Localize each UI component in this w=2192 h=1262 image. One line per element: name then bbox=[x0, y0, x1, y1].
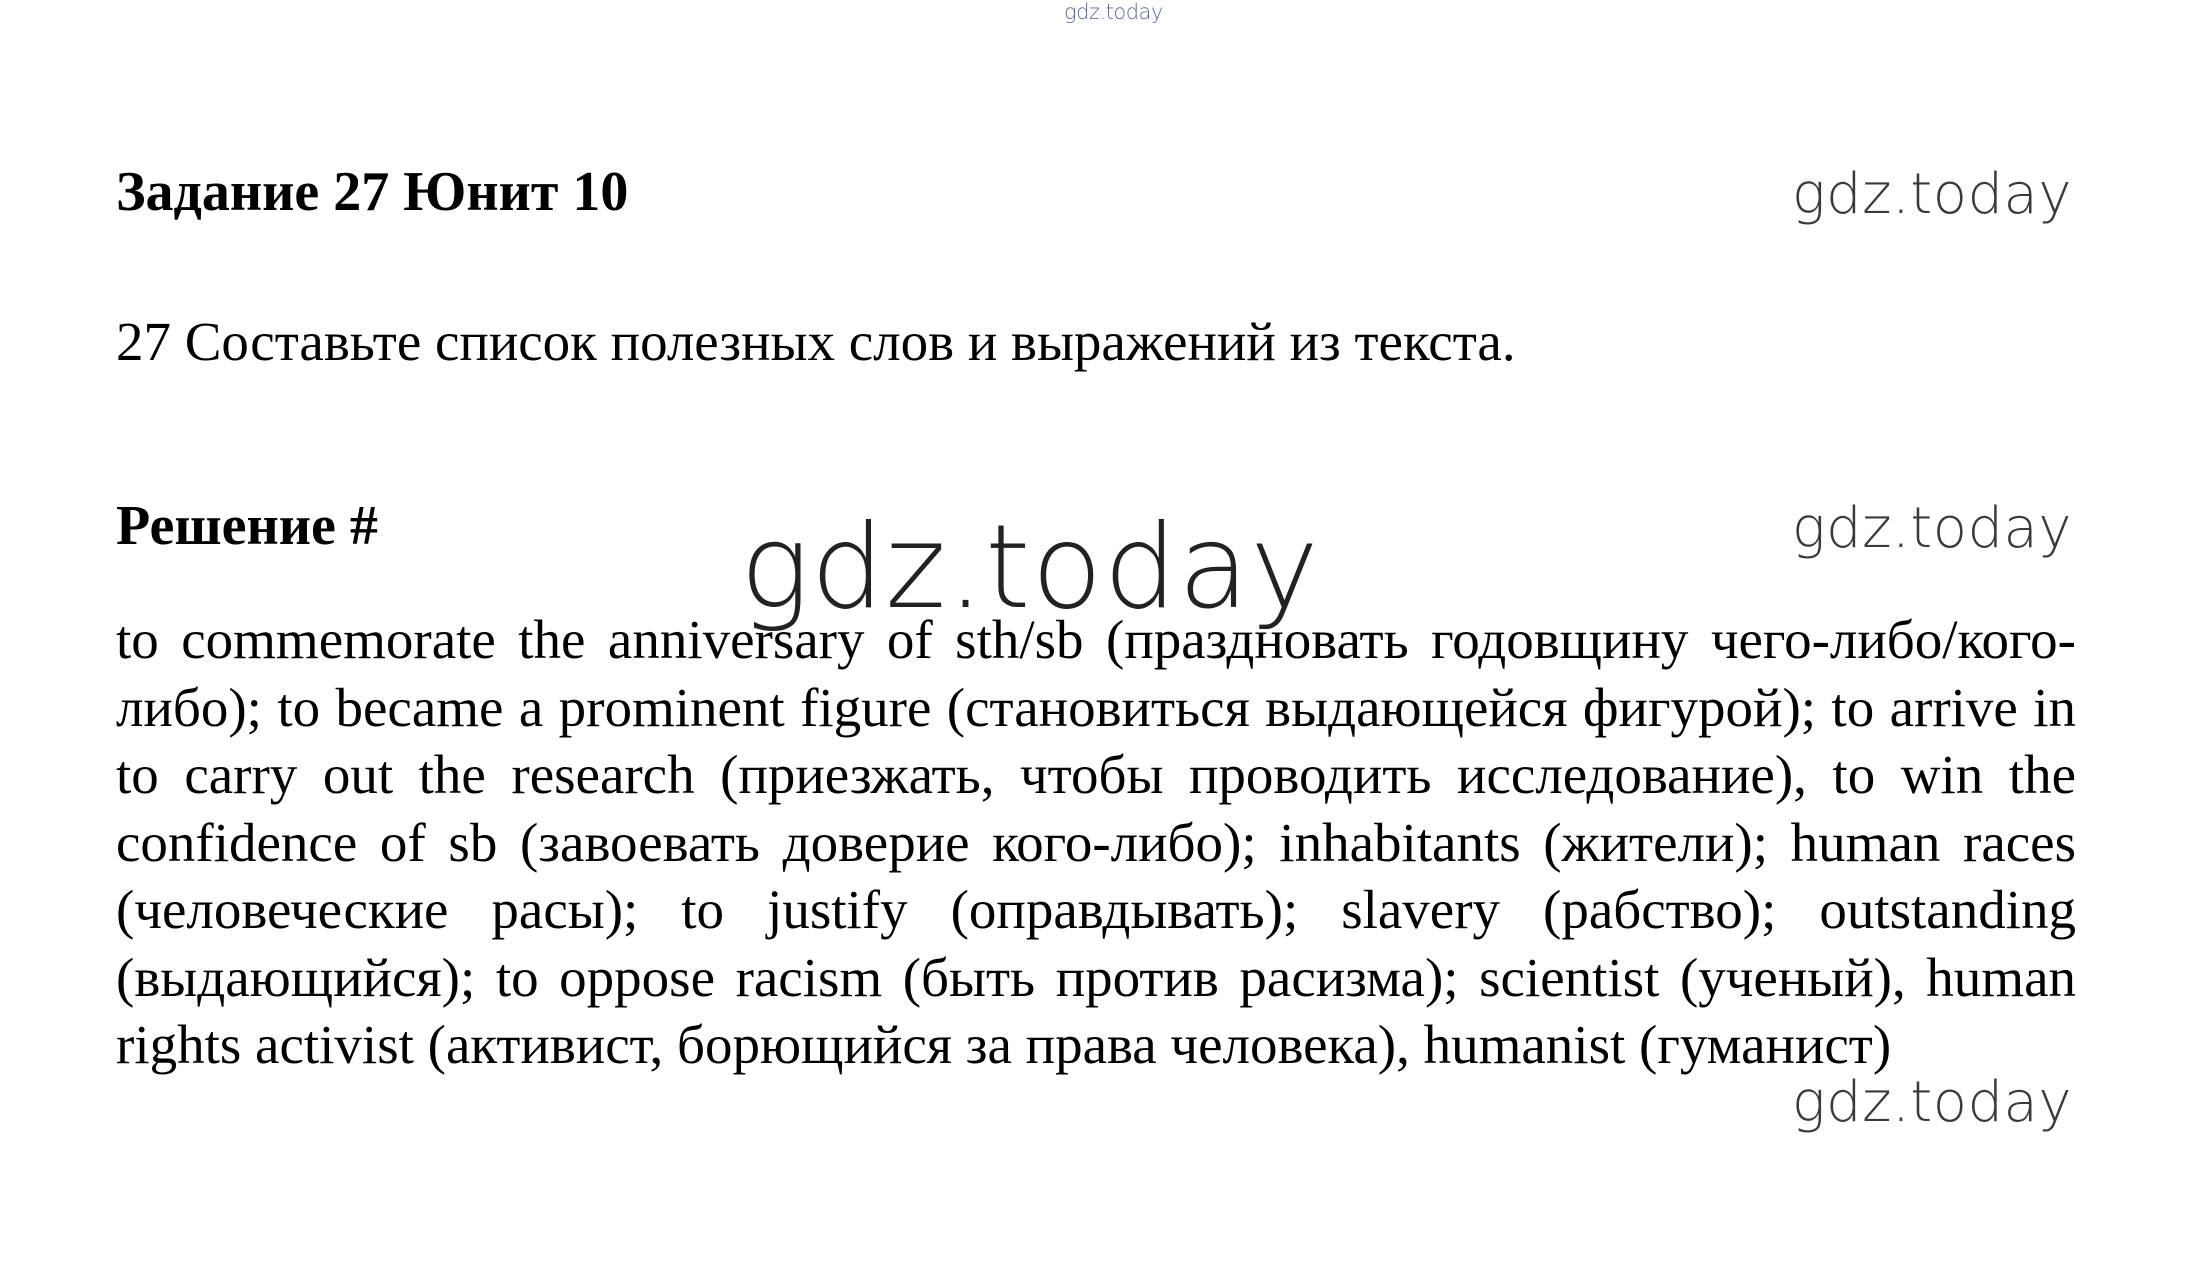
watermark-right: gdz.today bbox=[1791, 496, 2072, 561]
task-title: Задание 27 Юнит 10 bbox=[116, 161, 629, 223]
solution-title: Решение # bbox=[116, 495, 378, 557]
watermark-top: gdz.today bbox=[1064, 0, 1163, 24]
watermark-center: gdz.today bbox=[740, 500, 1320, 635]
watermark-right: gdz.today bbox=[1791, 162, 2072, 227]
watermark-right: gdz.today bbox=[1791, 1070, 2072, 1135]
solution-text: to commemorate the anniversary of sth/sb (праздновать годовщину чего-либо/кого-либо); to became a prominent figure (становиться выдающейся фигурой); to arrive in to carry out the research (приезжать, чтобы проводить исследование), to win the confidence of sb (завоевать доверие кого-либо); inhabitants (жители); human races (человеческие расы); to justify (оправдывать); slavery (рабство); outstanding (выдающийся); to oppose racism (быть против расизма); scientist (ученый), human rights activist (активист, борющийся за права человека), humanist (гуманист) bbox=[116, 609, 2076, 1075]
task-question: 27 Составьте список полезных слов и выражений из текста. bbox=[116, 311, 1516, 372]
